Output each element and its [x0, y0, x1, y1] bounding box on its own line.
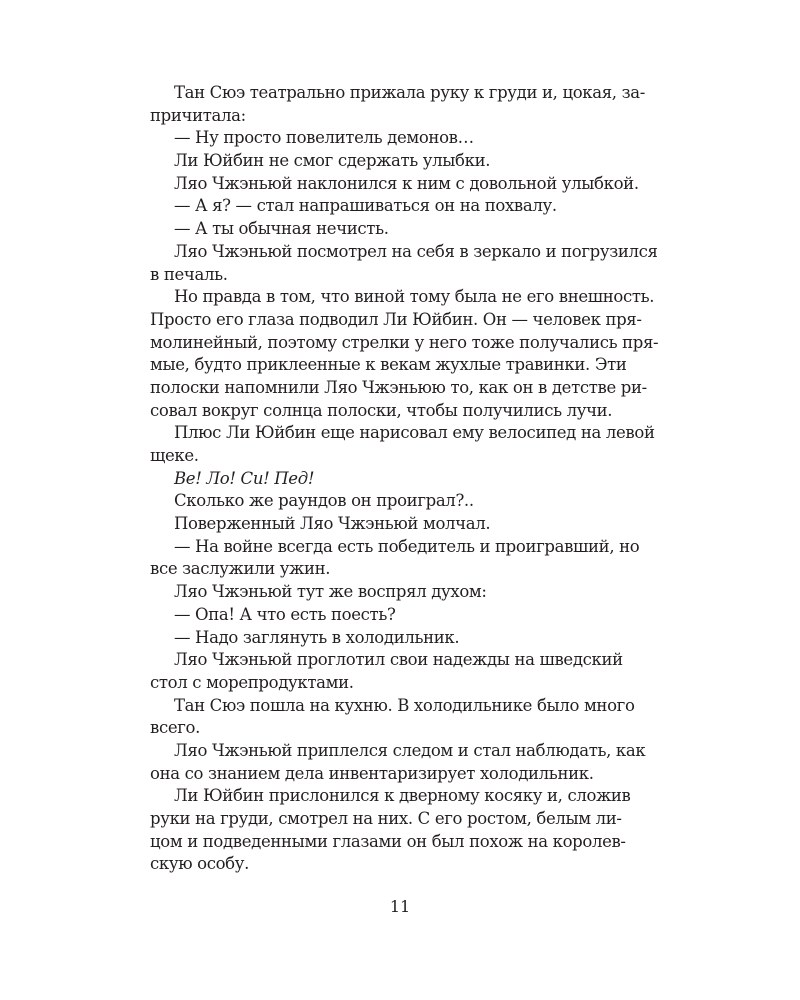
text-line: — Ну просто повелитель демонов…	[174, 128, 474, 148]
text-line: цом и подведенными глазами он был похож на королев-	[150, 831, 626, 851]
text-line: она со знанием дела инвентаризирует холодильник.	[150, 763, 594, 783]
text-line: мые, будто приклеенные к векам жухлые травинки. Эти	[150, 355, 627, 375]
text-line: молинейный, поэтому стрелки у него тоже получались пря-	[150, 332, 659, 352]
page-number: 11	[389, 897, 411, 916]
text-line: Ляо Чжэньюй проглотил свои надежды на шведский	[174, 650, 623, 670]
text-line: Тан Сюэ пошла на кухню. В холодильнике было много	[174, 695, 635, 715]
text-line: — Опа! А что есть поесть?	[174, 604, 396, 624]
text-line: Но правда в том, что виной тому была не его внешность.	[174, 287, 655, 307]
text-line: — А я? — стал напрашиваться он на похвалу.	[174, 196, 557, 216]
text-line: Ляо Чжэньюй посмотрел на себя в зеркало и погрузился	[174, 241, 658, 261]
text-line: — А ты обычная нечисть.	[174, 219, 389, 239]
body-text	[150, 82, 659, 876]
text-line: Просто его глаза подводил Ли Юйбин. Он — человек пря-	[150, 309, 642, 329]
text-line: всего.	[150, 718, 201, 738]
text-line: Ли Юйбин прислонился к дверному косяку и, сложив	[174, 786, 631, 806]
text-line: Ляо Чжэньюй тут же воспрял духом:	[174, 582, 487, 602]
text-line: Тан Сюэ театрально прижала руку к груди и, цокая, за-	[174, 83, 645, 102]
text-line: Ляо Чжэньюй наклонился к ним с довольной улыбкой.	[174, 173, 639, 193]
text-line: причитала:	[150, 105, 246, 125]
text-line: — На войне всегда есть победитель и проигравший, но	[174, 536, 640, 556]
text-line: Сколько же раундов он проиграл?..	[174, 491, 474, 511]
text-line: руки на груди, смотрел на них. С его ростом, белым ли-	[150, 809, 622, 828]
text-line: совал вокруг солнца полоски, чтобы получились лучи.	[150, 400, 613, 420]
text-line: Поверженный Ляо Чжэньюй молчал.	[174, 514, 491, 534]
text-line: Ляо Чжэньюй приплелся следом и стал наблюдать, как	[174, 740, 646, 760]
text-line: Ве! Ло! Си! Пед!	[174, 468, 315, 488]
text-line: все заслужили ужин.	[150, 559, 331, 579]
text-line: стол с морепродуктами.	[150, 672, 354, 692]
text-line: щеке.	[150, 446, 199, 465]
text-line: Плюс Ли Юйбин еще нарисовал ему велосипед на левой	[174, 423, 655, 443]
text-line: — Надо заглянуть в холодильник.	[174, 627, 460, 647]
text-line: полоски напомнили Ляо Чжэньюю то, как он в детстве ри-	[150, 377, 647, 397]
text-line: Ли Юйбин не смог сдержать улыбки.	[174, 151, 491, 171]
text-line: в печаль.	[150, 264, 228, 284]
text-line: скую особу.	[150, 854, 250, 874]
